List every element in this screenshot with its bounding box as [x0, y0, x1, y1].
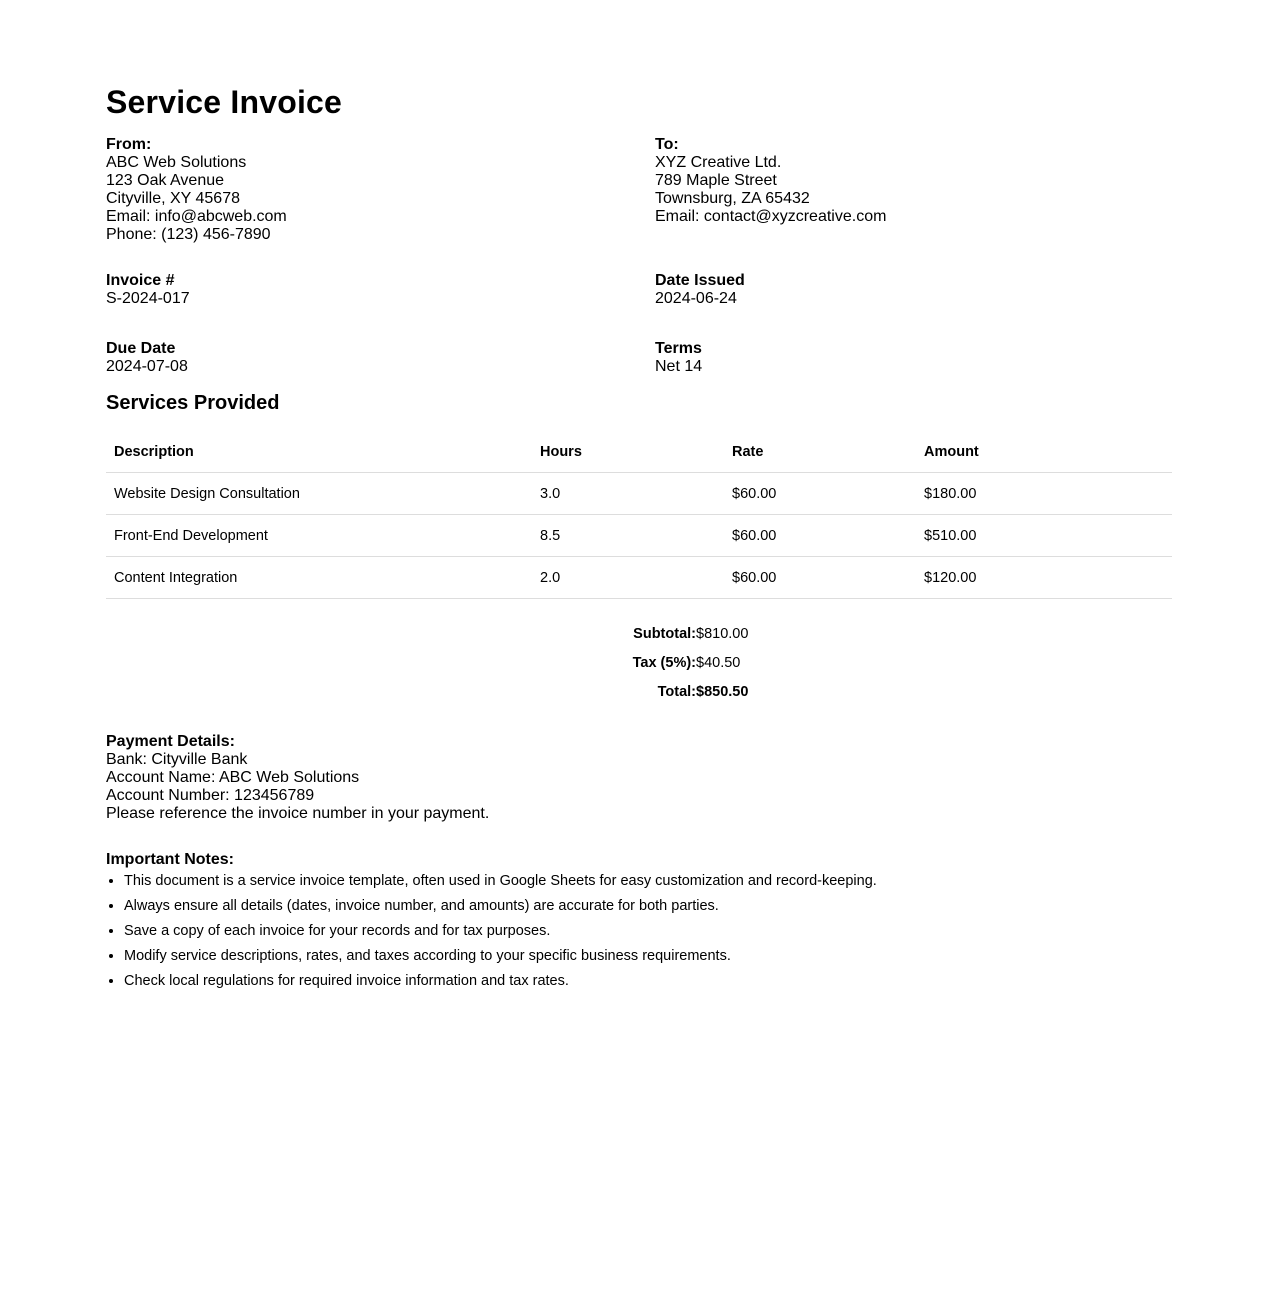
notes-heading-block: [106, 851, 234, 869]
due-date-block: [106, 340, 188, 376]
to-label: To:: [655, 136, 679, 153]
list-item: • Always ensure all details (dates, invoice number, and amounts) are accurate for both parties.: [124, 894, 877, 919]
sender-city: Cityville, XY 45678: [106, 190, 240, 207]
table-header-row: [106, 431, 1172, 473]
cell-amount: $120.00: [916, 557, 1172, 599]
date-issued-value: 2024-06-24: [655, 290, 737, 307]
invoice-number-block: [106, 272, 190, 308]
cell-description: Front-End Development: [106, 515, 532, 557]
cell-hours: 8.5: [532, 515, 724, 557]
cell-hours: 2.0: [532, 557, 724, 599]
cell-amount: $510.00: [916, 515, 1172, 557]
column-header-description: Description: [106, 431, 532, 473]
list-item: • Check local regulations for required invoice information and tax rates.: [124, 969, 877, 994]
sender-street: 123 Oak Avenue: [106, 172, 225, 189]
list-item: • This document is a service invoice template, often used in Google Sheets for easy customization and record-keeping.: [124, 869, 877, 894]
recipient-city: Townsburg, ZA 65432: [655, 190, 810, 207]
sender-email: Email: info@abcweb.com: [106, 208, 287, 225]
sender-phone: Phone: (123) 456-7890: [106, 226, 271, 243]
date-issued-label: Date Issued: [655, 272, 745, 289]
invoice-number-label: Invoice #: [106, 272, 175, 289]
date-issued-block: [655, 272, 745, 308]
cell-rate: $60.00: [724, 473, 916, 515]
notes-label: Important Notes:: [106, 851, 234, 868]
tax-label: Tax (5%):: [632, 655, 696, 671]
recipient-street: 789 Maple Street: [655, 172, 777, 189]
services-heading: Services Provided: [106, 392, 280, 414]
list-item: • Save a copy of each invoice for your records and for tax purposes.: [124, 919, 877, 944]
sender-name: ABC Web Solutions: [106, 154, 247, 171]
services-table: [106, 431, 1172, 599]
table-row: [106, 557, 1172, 599]
due-date-value: 2024-07-08: [106, 358, 188, 375]
invoice-number-value: S-2024-017: [106, 290, 190, 307]
total-value: $850.50: [696, 684, 749, 700]
payment-details-label: Payment Details:: [106, 733, 235, 750]
payment-bank: Bank: Cityville Bank: [106, 751, 248, 768]
cell-hours: 3.0: [532, 473, 724, 515]
cell-rate: $60.00: [724, 515, 916, 557]
tax-value: $40.50: [696, 655, 741, 671]
notes-list: [106, 869, 877, 994]
cell-description: Content Integration: [106, 557, 532, 599]
table-row: [106, 473, 1172, 515]
recipient-name: XYZ Creative Ltd.: [655, 154, 782, 171]
sender-address: [106, 136, 287, 244]
cell-rate: $60.00: [724, 557, 916, 599]
payment-details: [106, 733, 489, 823]
column-header-amount: Amount: [916, 431, 1172, 473]
due-date-label: Due Date: [106, 340, 176, 357]
column-header-hours: Hours: [532, 431, 724, 473]
column-header-rate: Rate: [724, 431, 916, 473]
payment-reference-note: Please reference the invoice number in your payment.: [106, 805, 490, 822]
total-label: Total:: [657, 684, 696, 700]
cell-description: Website Design Consultation: [106, 473, 532, 515]
subtotal-label: Subtotal:: [633, 626, 696, 642]
terms-label: Terms: [655, 340, 702, 357]
cell-amount: $180.00: [916, 473, 1172, 515]
subtotal-value: $810.00: [696, 626, 749, 642]
payment-account-name: Account Name: ABC Web Solutions: [106, 769, 360, 786]
recipient-email: Email: contact@xyzcreative.com: [655, 208, 887, 225]
terms-value: Net 14: [655, 358, 703, 375]
invoice-title: Service Invoice: [106, 84, 343, 120]
payment-account-number: Account Number: 123456789: [106, 787, 315, 804]
table-row: [106, 515, 1172, 557]
list-item: • Modify service descriptions, rates, and taxes according to your specific business requirements.: [124, 944, 877, 969]
from-label: From:: [106, 136, 152, 153]
recipient-address: [655, 136, 886, 226]
terms-block: [655, 340, 702, 376]
